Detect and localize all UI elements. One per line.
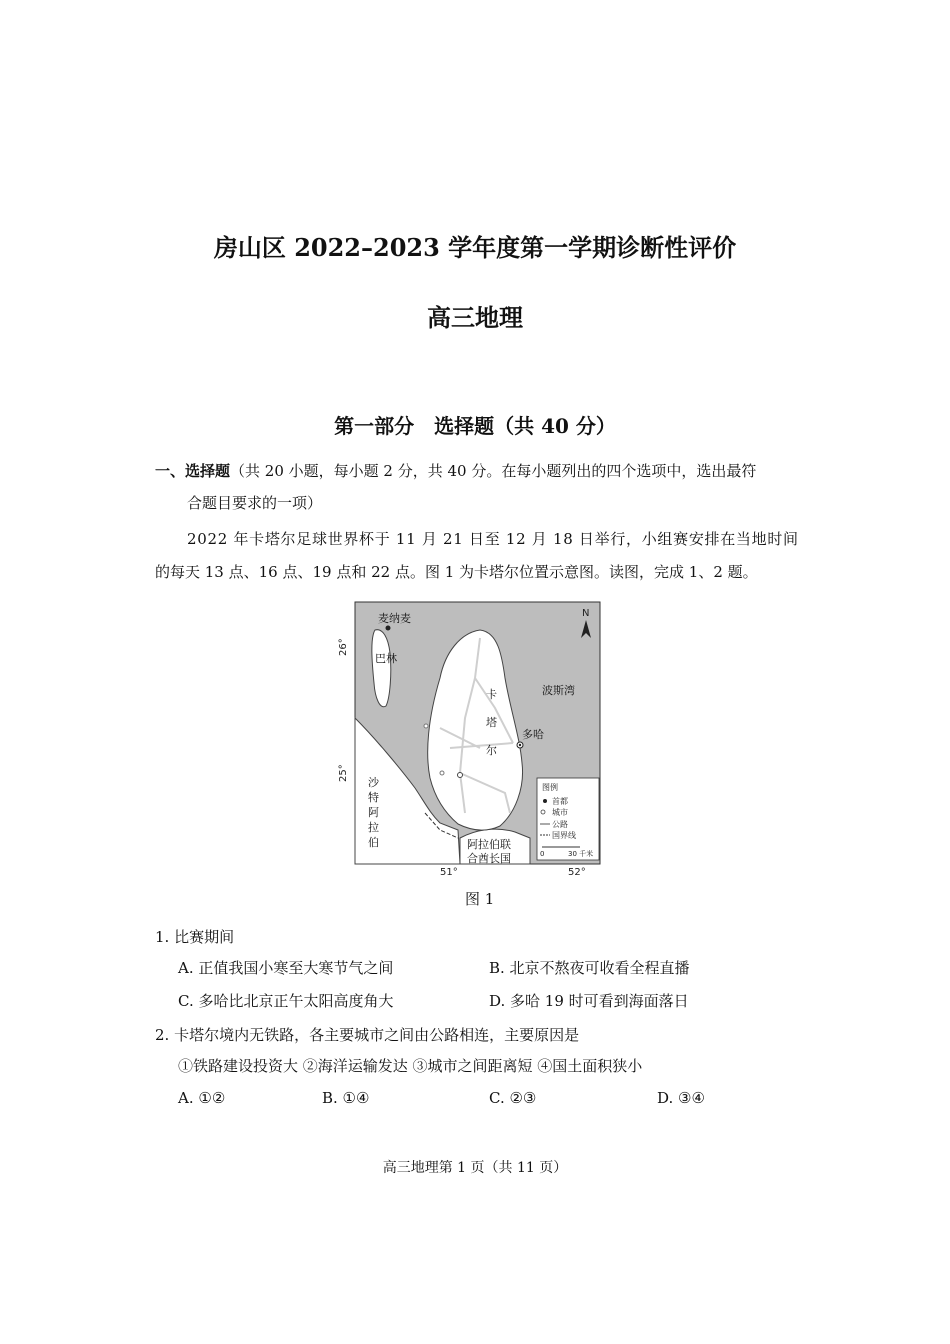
question-2-option-a: A. ①② xyxy=(178,1089,226,1107)
city-icon xyxy=(458,773,463,778)
lon-51: 51° xyxy=(440,867,458,878)
legend-border: 国界线 xyxy=(552,831,576,840)
label-gulf: 波斯湾 xyxy=(542,684,575,697)
passage-line-2: 的每天 13 点、16 点、19 点和 22 点。图 1 为卡塔尔位置示意图。读图，完成 1、2 题。 xyxy=(155,563,758,581)
question-1-option-b: B. 北京不熬夜可收看全程直播 xyxy=(489,959,690,977)
label-doha: 多哈 xyxy=(522,728,544,741)
page-footer: 高三地理第 1 页（共 11 页） xyxy=(382,1160,568,1176)
instructions-lead: 一、选择题 xyxy=(155,462,231,480)
label-qatar-2: 塔 xyxy=(486,716,497,729)
label-saudi-1: 沙 xyxy=(368,776,379,789)
qatar-location-map xyxy=(330,598,615,878)
legend-title: 图例 xyxy=(542,783,558,792)
subject-title: 高三地理 xyxy=(427,303,523,332)
question-1-option-c: C. 多哈比北京正午太阳高度角大 xyxy=(178,992,394,1010)
scale-zero: 0 xyxy=(540,850,545,858)
label-manama: 麦纳麦 xyxy=(378,612,411,625)
label-qatar-1: 卡 xyxy=(486,688,497,701)
legend-capital-icon xyxy=(543,799,547,803)
question-2-option-b: B. ①④ xyxy=(322,1089,370,1107)
label-saudi-3: 阿 xyxy=(368,806,379,819)
doha-capital-dot xyxy=(519,744,521,746)
passage-line-1: 2022 年卡塔尔足球世界杯于 11 月 21 日至 12 月 18 日举行，小组赛安排在当地时间 xyxy=(187,530,799,548)
question-2-option-d: D. ③④ xyxy=(657,1089,705,1107)
scale-end: 30 千米 xyxy=(568,850,594,858)
question-2-statements: ①铁路建设投资大 ②海洋运输发达 ③城市之间距离短 ④国土面积狭小 xyxy=(178,1057,643,1075)
label-saudi-2: 特 xyxy=(368,791,379,804)
figure-caption: 图 1 xyxy=(465,890,495,908)
part-heading: 第一部分 选择题（共 40 分） xyxy=(334,414,616,438)
manama-capital-icon xyxy=(386,626,391,631)
instructions-line-1 xyxy=(155,460,756,481)
legend-capital: 首都 xyxy=(552,797,568,806)
lat-26: 26° xyxy=(338,638,349,656)
exam-title: 房山区 2022–2023 学年度第一学期诊断性评价 xyxy=(213,233,737,262)
label-uae-1: 阿拉伯联 xyxy=(467,838,511,851)
lon-52: 52° xyxy=(568,867,586,878)
label-saudi-5: 伯 xyxy=(368,836,379,849)
label-uae-2: 合酋长国 xyxy=(467,852,511,865)
lat-25: 25° xyxy=(338,764,349,782)
legend-city-icon xyxy=(541,810,545,814)
legend-city: 城市 xyxy=(552,808,568,817)
question-1-option-a: A. 正值我国小寒至大寒节气之间 xyxy=(178,959,394,977)
city-icon xyxy=(440,771,444,775)
question-2-option-c: C. ②③ xyxy=(489,1089,537,1107)
question-2-stem: 2. 卡塔尔境内无铁路，各主要城市之间由公路相连，主要原因是 xyxy=(155,1026,580,1044)
instructions-line-2: 合题目要求的一项） xyxy=(187,494,323,512)
label-qatar-3: 尔 xyxy=(486,744,497,757)
question-1-option-d: D. 多哈 19 时可看到海面落日 xyxy=(489,992,689,1010)
city-icon xyxy=(424,724,428,728)
instructions-text: （共 20 小题，每小题 2 分，共 40 分。在每小题列出的四个选项中，选出最符 xyxy=(230,462,757,480)
north-label: N xyxy=(582,608,590,619)
legend-road: 公路 xyxy=(552,820,568,829)
question-1-stem: 1. 比赛期间 xyxy=(155,928,235,946)
label-saudi-4: 拉 xyxy=(368,821,379,834)
label-bahrain: 巴林 xyxy=(375,652,397,665)
